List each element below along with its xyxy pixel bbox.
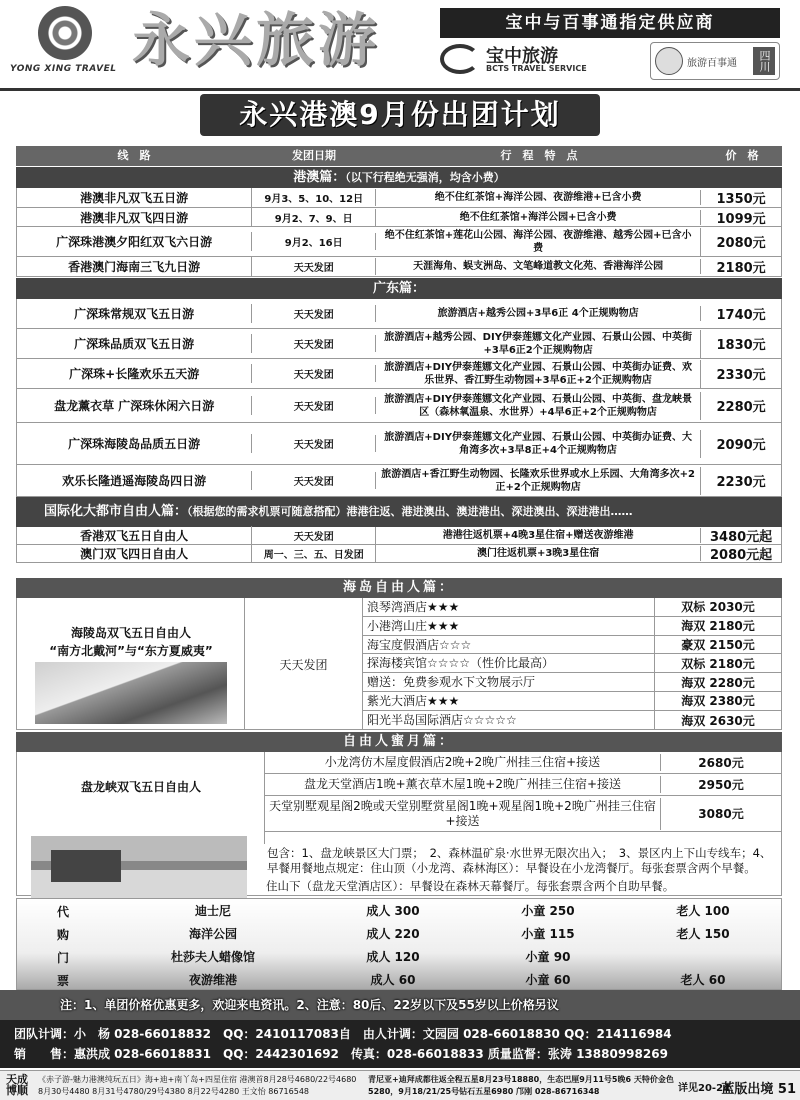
hotel-price: 双标 2030元 [681, 600, 755, 615]
route-name: 港澳非凡双飞四日游 [17, 208, 252, 227]
price: 2180元 [716, 261, 766, 276]
ticket-row [113, 922, 783, 945]
bottom-ad-1: 《赤子游-魅力港澳纯玩五日》海+迪+南丫岛+四星住宿 港澳首8月28号4680/22号4680 8月30号4480 8月31号4780/29号4380 8月22号4280 王文怡 86716548 [38, 1075, 357, 1096]
route-name: 广深珠常规双飞五日游 [17, 304, 252, 323]
brand-name: 永兴旅游 [132, 6, 381, 74]
mascot-icon [655, 47, 683, 75]
dep-dates: 天天发团 [252, 527, 376, 544]
hotel-list [363, 598, 781, 730]
ticket-site: 杜莎夫人蜡像馆 [170, 950, 255, 964]
option-price: 2950元 [698, 778, 744, 792]
dep-dates: 天天发团 [252, 258, 376, 275]
bottom-brand: 天成 博顺 [6, 1073, 28, 1097]
hotel-name: 探海楼宾馆☆☆☆☆（性价比最高） [363, 654, 655, 672]
section-guangdong [16, 277, 782, 299]
table-row [17, 423, 781, 465]
price: 1350元 [716, 192, 766, 207]
ticket-child: 小童 90 [525, 950, 571, 964]
hotel-row [363, 636, 781, 655]
dep-dates: 天天发团 [252, 305, 376, 322]
hotel-name: 赠送：免费参观水下文物展示厅 [363, 673, 655, 691]
hotel-price: 海双 2380元 [681, 694, 755, 709]
section-title: 港澳篇： [293, 170, 346, 185]
price: 2280元 [716, 400, 766, 415]
price: 2080元 [716, 236, 766, 251]
price: 1099元 [716, 211, 766, 227]
hotel-price: 海双 2180元 [681, 619, 755, 634]
tour-table [16, 146, 782, 563]
itinerary: 港港往返机票+4晚3星住宿+赠送夜游维港 [376, 528, 701, 543]
contact-bar [0, 1020, 800, 1068]
route-name: 香港澳门海南三飞九日游 [17, 257, 252, 276]
price: 2080元起 [709, 548, 773, 563]
cabin-photo [31, 836, 247, 898]
section-note: （根据您的需求机票可随意搭配） [187, 505, 347, 518]
itinerary: 旅游酒店+DIY伊泰莲娜文化产业园、石景山公园、中英街、盘龙峡景区（森林氧温泉、水世界）+4早6正+2个正规购物店 [376, 392, 701, 420]
hotel-price: 海双 2630元 [681, 713, 755, 728]
route-name: 香港双飞五日自由人 [17, 526, 252, 545]
price: 2330元 [716, 368, 766, 383]
partner-mark-icon [440, 44, 480, 74]
hotel-price: 豪双 2150元 [681, 637, 755, 652]
ticket-child: 小童 250 [521, 904, 575, 918]
island-section [16, 578, 782, 730]
table-row [17, 389, 781, 423]
section-destinations: 港港往返、港进澳出、澳进港出、深进澳出、深进港出…… [346, 505, 633, 518]
contact-line-1: 团队计调：小 杨 028-66018832 QQ：2410117083自 由人计调：文园园 028-66018830 QQ：214116984 [14, 1027, 672, 1041]
dep-dates: 周一、三、五、日发团 [252, 545, 376, 562]
option-price: 2680元 [698, 756, 744, 770]
ticket-label [17, 899, 113, 991]
option-row [265, 796, 781, 832]
badge-text: 旅游百事通 [687, 58, 737, 69]
ticket-adult: 成人 120 [366, 950, 420, 964]
ticket-child: 小童 60 [525, 973, 571, 987]
price: 2090元 [716, 438, 766, 453]
hotel-name: 阳光半岛国际酒店☆☆☆☆☆ [363, 711, 655, 730]
supplier-banner: 宝中与百事通指定供应商 [440, 8, 780, 38]
beach-photo [35, 662, 227, 724]
table-row [17, 465, 781, 497]
price: 1740元 [716, 308, 766, 323]
itinerary: 绝不住红茶馆+莲花山公园、海洋公园、夜游维港、越秀公园+已含小费 [376, 228, 701, 256]
footer-note: 注：1、单团价格优惠更多，欢迎来电资讯。2、注意：80后、22岁以下及55岁以上价格另议 [60, 998, 559, 1012]
pinwheel-logo-icon [38, 6, 92, 60]
bottom-ad-strip [0, 1070, 800, 1100]
ticket-label-char: 购 [57, 928, 70, 942]
ticket-adult: 成人 300 [366, 904, 420, 918]
hotel-name: 海宝度假酒店☆☆☆ [363, 636, 655, 654]
dep-dates: 9月2、7、9、日 [252, 209, 376, 226]
table-row [17, 299, 781, 329]
ticket-row [113, 945, 783, 968]
page-reference: 详见20-24 [678, 1083, 730, 1094]
table-row [17, 329, 781, 359]
page-title: 永兴港澳9月份出团计划 [200, 94, 600, 136]
section-title: 广东篇： [372, 281, 425, 296]
hotel-name: 紫光大酒店★★★ [363, 692, 655, 710]
table-row [17, 208, 781, 227]
route-name: 广深珠+长隆欢乐五天游 [17, 364, 252, 383]
option-desc: 盘龙天堂酒店1晚+薰衣草木屋1晚+2晚广州挂三住宿+接送 [265, 776, 661, 793]
dep-dates: 天天发团 [252, 397, 376, 414]
hotel-row [363, 654, 781, 673]
hotel-row [363, 617, 781, 636]
page-number: 蓝版出境 51 [721, 1082, 796, 1097]
honeymoon-section [16, 732, 782, 896]
header [0, 0, 800, 86]
section-hk-macau [16, 166, 782, 188]
section-title: 自由人蜜月篇： [16, 732, 782, 752]
itinerary: 绝不住红茶馆+海洋公园+已含小费 [376, 210, 701, 225]
price: 1830元 [716, 338, 766, 353]
column-header [16, 146, 782, 166]
route-name: 盘龙薰衣草 广深珠休闲六日游 [17, 396, 252, 415]
itinerary: 旅游酒店+越秀公园+3早6正 4个正规购物店 [376, 306, 701, 321]
table-row [17, 227, 781, 257]
badge-region: 四川 [753, 47, 775, 75]
logo-text: YONG XING TRAVEL [10, 64, 117, 74]
section-international [16, 497, 782, 527]
col-dates: 发团日期 [292, 149, 336, 162]
col-itinerary: 行 程 特 点 [500, 149, 578, 162]
itinerary: 旅游酒店+香江野生动物园、长隆欢乐世界或水上乐园、大角湾多次+2正+2个正规购物店 [376, 467, 701, 495]
option-row [265, 752, 781, 774]
ticket-site: 海洋公园 [188, 927, 237, 941]
table-row [17, 545, 781, 563]
honeymoon-notes: 包含：1、盘龙峡景区大门票； 2、森林温矿泉·水世界无限次出入； 3、景区内上下山专线车；4、早餐用餐地点规定：住山顶（小龙湾、森林海区）：早餐设在小龙湾餐厅。每张套票含两个早餐。 [267, 846, 772, 875]
honeymoon-tour-name: 盘龙峡双飞五日自由人 [80, 780, 201, 794]
itinerary: 旅游酒店+越秀公园、DIY伊泰莲娜文化产业园、石景山公园、中英街+3早6正2个正规购物店 [376, 330, 701, 358]
option-row [265, 774, 781, 796]
itinerary: 澳门往返机票+3晚3星住宿 [376, 546, 701, 561]
col-route: 线 路 [117, 149, 151, 162]
col-price: 价 格 [725, 149, 759, 162]
bottom-ad-2: 青尼亚+迪拜成都往返全程五星8月23号18880，生态巴厘9月11号5晚6 天特价金色5280，9月18/21/25号钻石五星6980 邝刚 028-86716348 [368, 1075, 674, 1096]
hotel-name: 浪琴湾酒店★★★ [363, 598, 655, 616]
partner-en: BCTS TRAVEL SERVICE [486, 64, 587, 73]
hotel-row [363, 598, 781, 617]
ticket-row [113, 968, 783, 991]
island-tagline: “南方北戴河”与“东方夏威夷” [49, 644, 213, 658]
ticket-label-char: 门 [57, 951, 70, 965]
section-title: 国际化大都市自由人篇： [44, 504, 188, 519]
table-row [17, 359, 781, 389]
baishitong-badge [650, 42, 780, 80]
table-row [17, 257, 781, 277]
ticket-label-char: 代 [57, 905, 70, 919]
table-row [17, 527, 781, 545]
itinerary: 天涯海角、蜈支洲岛、文笔峰道教文化苑、香港海洋公园 [376, 259, 701, 274]
route-name: 港澳非凡双飞五日游 [17, 188, 252, 207]
section-title: 海岛自由人篇： [16, 578, 782, 598]
ticket-site: 迪士尼 [194, 904, 231, 918]
hotel-price: 海双 2280元 [681, 675, 755, 690]
route-name: 欢乐长隆逍遥海陵岛四日游 [17, 471, 252, 490]
honeymoon-options [265, 752, 781, 832]
dep-dates: 天天发团 [252, 472, 376, 489]
hotel-name: 小港湾山庄★★★ [363, 617, 655, 635]
ticket-elder: 老人 60 [680, 973, 726, 987]
hotel-row [363, 673, 781, 692]
itinerary: 旅游酒店+DIY伊泰莲娜文化产业园、石景山公园、中英街办证费、大角湾多次+3早8正+4个正规购物店 [376, 430, 701, 458]
ticket-site: 夜游维港 [188, 973, 237, 987]
honeymoon-note-last: 住山下（盘龙天堂酒店区）：早餐设在森林天幕餐厅。每张套票含两个自助早餐。 [266, 879, 675, 893]
itinerary: 绝不住红茶馆+海洋公园、夜游维港+已含小费 [376, 190, 701, 205]
ticket-row [113, 899, 783, 922]
ticket-elder: 老人 100 [676, 904, 730, 918]
itinerary: 旅游酒店+DIY伊泰莲娜文化产业园、石景山公园、中英街办证费、欢乐世界、香江野生动物园+3早6正+2个正规购物店 [376, 360, 701, 388]
header-divider [0, 88, 800, 91]
island-tour-name: 海陵岛双飞五日自由人 [70, 626, 191, 640]
price: 3480元起 [709, 530, 773, 545]
ticket-adult: 成人 220 [366, 927, 420, 941]
contact-line-2: 销 售：惠洪成 028-66018831 QQ：2442301692 传真：028-66018833 质量监督：张涛 13880998269 [14, 1047, 668, 1061]
dep-dates: 9月2、16日 [252, 233, 376, 250]
hotel-price: 双标 2180元 [681, 656, 755, 671]
partner-logo [440, 42, 650, 78]
route-name: 广深珠海陵岛品质五日游 [17, 434, 252, 453]
dep-dates: 天天发团 [252, 335, 376, 352]
dep-dates: 9月3、5、10、12日 [252, 189, 376, 206]
option-desc: 天堂别墅观星阁2晚或天堂别墅赏星阁1晚+观星阁1晚+2晚广州挂三住宿+接送 [265, 798, 661, 830]
dep-dates: 天天发团 [252, 435, 376, 452]
option-desc: 小龙湾仿木屋度假酒店2晚+2晚广州挂三住宿+接送 [265, 754, 661, 771]
table-row [17, 188, 781, 208]
route-name: 澳门双飞四日自由人 [17, 544, 252, 563]
route-name: 广深珠品质双飞五日游 [17, 334, 252, 353]
price: 2230元 [716, 475, 766, 490]
ticket-adult: 成人 60 [370, 973, 416, 987]
route-name: 广深珠港澳夕阳红双飞六日游 [17, 232, 252, 251]
option-price: 3080元 [698, 807, 744, 821]
ticket-label-char: 票 [57, 974, 70, 988]
hotel-row [363, 692, 781, 711]
ticket-table [16, 898, 782, 990]
ticket-child: 小童 115 [521, 927, 575, 941]
section-note: （以下行程绝无强消，均含小费） [345, 171, 505, 184]
company-logo [10, 6, 120, 80]
hotel-row [363, 711, 781, 730]
ticket-elder: 老人 150 [676, 927, 730, 941]
dep-dates: 天天发团 [245, 598, 363, 730]
dep-dates: 天天发团 [252, 365, 376, 382]
partner-name: 宝中旅游 [486, 46, 558, 67]
